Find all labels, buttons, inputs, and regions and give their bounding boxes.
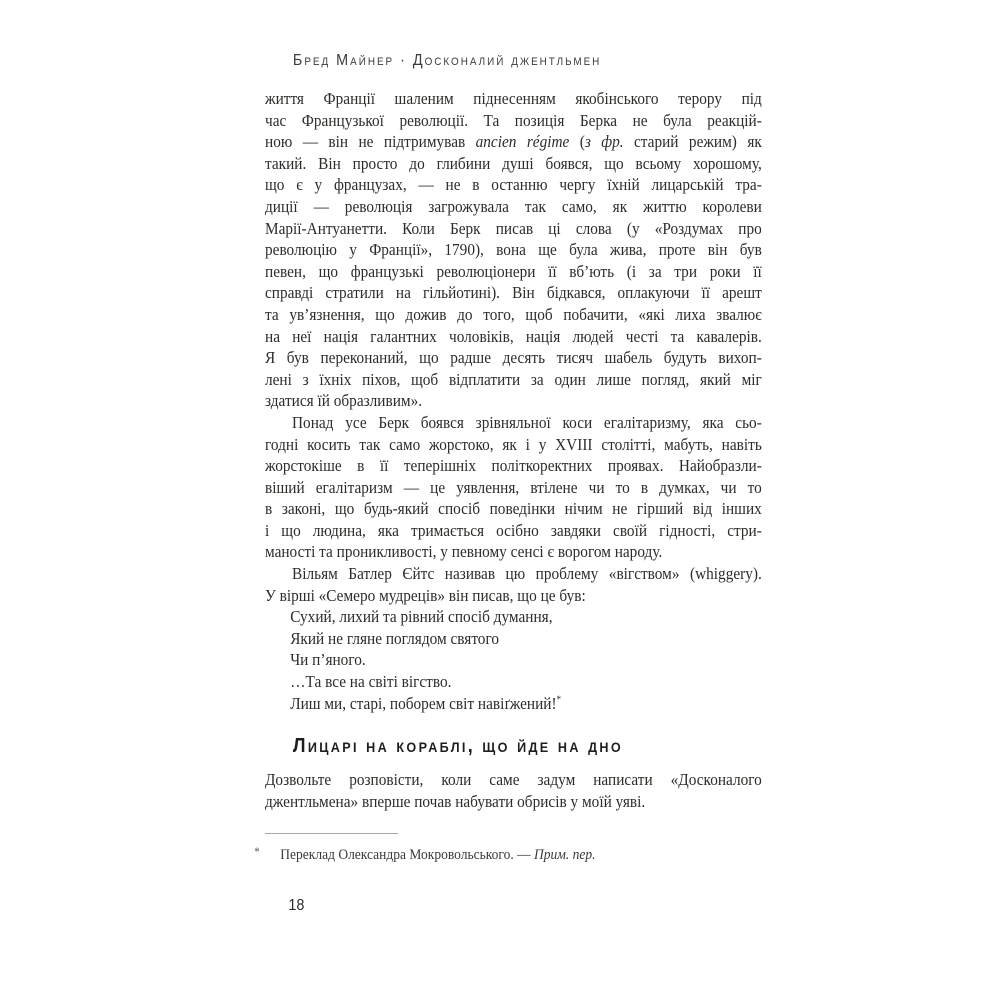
text-line (265, 693, 762, 715)
text-run: Дозвольте розповісти, коли саме задум написати «Досконалого (265, 770, 762, 789)
footnote-marker: * (254, 844, 260, 858)
text-run: Переклад Олександра Мокровольського. — (280, 847, 534, 863)
section-heading: Лицарі на кораблі, що йде на дно (292, 735, 624, 757)
verse-quote (265, 606, 762, 714)
text-run: Чи п’яного. (290, 650, 366, 670)
text-line (265, 369, 762, 391)
text-line (265, 434, 762, 456)
text-line (265, 218, 762, 240)
text-line (265, 563, 762, 585)
text-run: лені з їхніх піхов, щоб відплатити за один лише погляд, який міг (265, 369, 762, 389)
text-run: диції — революція загрожувала так само, як життю королеви (265, 196, 762, 216)
running-head: Бред Майнер · Досконалий джентльмен (292, 52, 602, 69)
text-run: жорстокіше в її теперішніх політкоректних проявах. Найобразли- (265, 456, 762, 476)
text-line (265, 477, 762, 499)
text-run: і що людина, яка тримається осібно завдяки своїй гідності, стри- (265, 520, 762, 540)
text-line (265, 791, 762, 813)
text-run: Марії-Антуанетти. Коли Берк писав ці слова (у «Роздумах про (265, 218, 762, 238)
text-line (265, 606, 762, 628)
text-line (265, 412, 762, 434)
text-run: та ув’язнення, що дожив до того, щоб побачити, «які лиха звалює (265, 304, 762, 324)
text-run: Який не гляне поглядом святого (290, 628, 500, 648)
text-line (265, 390, 762, 412)
text-run: Понад усе Берк боявся зрівняльної коси егалітаризму, яка сьо- (292, 412, 762, 432)
text-run: ною — він не підтримував (265, 132, 476, 152)
text-line (265, 261, 762, 283)
text-run: годні косить так само жорстоко, як і у XVIII столітті, мабуть, навіть (265, 434, 762, 454)
text-line (265, 520, 762, 542)
footnote-text (280, 847, 595, 863)
text-run: певен, що французькі революціонери її вб’ють (і за три роки її (265, 261, 762, 281)
body-text (265, 88, 762, 714)
footnote-reference-mark: * (556, 693, 562, 705)
text-run: маності та проникливості, у певному сенсі є ворогом народу. (265, 542, 663, 562)
text-line (265, 628, 762, 650)
text-run: час Французької революції. Та позиція Берка не була реакцій- (265, 110, 762, 130)
footnote (254, 841, 762, 865)
text-run: …Та все на світі вігство. (290, 672, 452, 692)
italic-text-run: Прим. пер. (533, 847, 596, 863)
text-run: в законі, що будь-який спосіб поведінки нічим не гірший від інших (265, 499, 762, 519)
paragraph-4 (265, 769, 762, 812)
text-line (265, 153, 762, 175)
page-number: 18 (288, 897, 305, 914)
text-line (265, 585, 762, 607)
text-run: революцію у Франції», 1790), вона ще була жива, проте він був (265, 240, 762, 260)
text-line (265, 196, 762, 218)
text-run: здатися їй образливим». (265, 391, 423, 411)
paragraph-1 (265, 88, 762, 412)
text-line (265, 769, 762, 791)
text-run: Я був переконаний, що радше десять тисяч шабель будуть вихоп- (265, 348, 762, 368)
text-line (265, 304, 762, 326)
paragraph-3 (265, 563, 762, 606)
text-line (265, 498, 762, 520)
text-line (265, 541, 762, 563)
text-line (265, 671, 762, 693)
text-run: У вірші «Семеро мудреців» він писав, що це був: (265, 585, 586, 605)
text-run: джентльмена» вперше почав набувати обрисів у моїй уяві. (265, 791, 646, 811)
paragraph-2 (265, 412, 762, 563)
text-run: Вільям Батлер Єйтс називав цю проблему «вігством» (whiggery). (292, 564, 762, 584)
text-line (265, 326, 762, 348)
text-run: старий режим) як (623, 132, 762, 152)
text-line (265, 88, 762, 110)
section-opening-text (265, 769, 762, 812)
text-column (254, 0, 762, 1000)
text-run: такий. Він просто до глибини душі боявся, що всьому хорошому, (265, 153, 762, 173)
text-run: життя Франції шаленим піднесенням якобінського терору під (265, 89, 762, 108)
footnote-divider (265, 833, 398, 834)
italic-text-run: ancien régime (475, 132, 570, 152)
text-line (265, 347, 762, 369)
text-run: що є у французах, — не в останню чергу їхній лицарській тра- (265, 175, 762, 195)
italic-text-run: з фр. (584, 132, 624, 152)
text-run: справді стратили на гільйотині). Він бідкався, оплакуючи її арешт (265, 283, 762, 303)
text-run: Лиш ми, старі, поборем світ навіґжений! (290, 693, 557, 713)
text-run: на неї нація галантних чоловіків, нація людей честі та кавалерів. (265, 326, 762, 346)
text-line (265, 239, 762, 261)
text-run: Сухий, лихий та рівний спосіб думання, (290, 607, 553, 627)
text-line (265, 649, 762, 671)
text-line (265, 282, 762, 304)
text-line (265, 131, 762, 153)
text-line (265, 455, 762, 477)
text-run: ( (569, 132, 585, 152)
text-run: віший егалітаризм — це уявлення, втілене чи то в думках, чи то (265, 477, 762, 497)
text-line (265, 174, 762, 196)
text-line (265, 110, 762, 132)
